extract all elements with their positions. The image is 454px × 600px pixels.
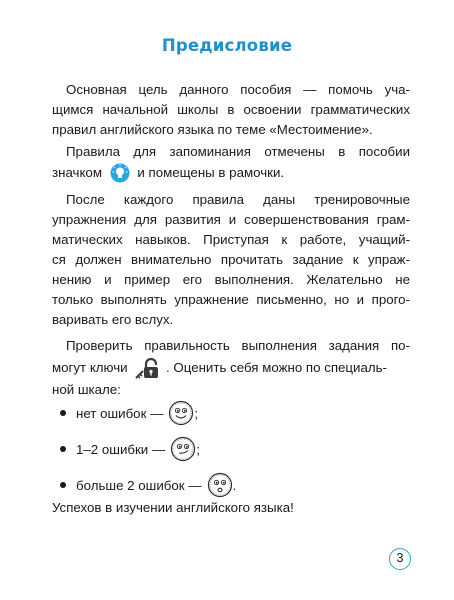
lightbulb-icon	[110, 163, 130, 183]
text-line: варивать его вслух.	[52, 312, 174, 327]
text-line: Правила для запоминания отмечены в пособии	[66, 144, 410, 159]
page-number: 3	[389, 548, 411, 570]
text-fragment: значком	[52, 165, 102, 180]
text-line: только выполнять упражнение письменно, но и прого-	[52, 292, 410, 307]
text-line: ной шкале:	[52, 382, 121, 397]
icon-text-line	[52, 162, 410, 184]
list-item	[60, 434, 400, 464]
text-line: правил английского языка по теме «Местоимение».	[52, 122, 373, 137]
list-item	[60, 470, 400, 500]
list-item	[60, 398, 400, 428]
scale-suffix: ;	[196, 441, 200, 457]
text-line: Проверить правильность выполнения задания по-	[66, 338, 410, 353]
sad-face-icon	[207, 472, 233, 498]
bullet-icon	[60, 410, 66, 416]
text-fragment: и помещены в рамочки.	[137, 165, 285, 180]
paragraph-rules	[52, 142, 410, 184]
smirk-face-icon	[170, 436, 196, 462]
scale-suffix: .	[232, 477, 237, 493]
paragraph-intro	[52, 80, 410, 140]
text-line: После каждого правила даны тренировочные	[66, 192, 410, 207]
paragraph-check	[52, 336, 410, 400]
scale-label: больше 2 ошибок —	[76, 477, 202, 493]
text-fragment: . Оценить себя можно по специаль-	[166, 360, 387, 375]
page-title: Предисловие	[161, 36, 293, 55]
text-line: Основная цель данного пособия — помочь уча-	[66, 82, 410, 97]
text-line: щимся начальной школы в освоении грамматических	[52, 102, 410, 117]
text-fragment: могут ключи	[52, 360, 128, 375]
bullet-icon	[60, 482, 66, 488]
scale-label: нет ошибок —	[76, 405, 164, 421]
scale-label: 1–2 ошибки —	[76, 441, 166, 457]
paragraph-exercises	[52, 190, 410, 330]
text-line: ся должен внимательно прочитать задание к упраж-	[52, 252, 410, 267]
text-line: упражнения для развития и совершенствования грам-	[52, 212, 410, 227]
bullet-icon	[60, 446, 66, 452]
key-lock-icon	[135, 357, 161, 379]
closing-text: Успехов в изучении английского языка!	[52, 500, 294, 515]
happy-face-icon	[168, 400, 194, 426]
self-check-scale	[60, 398, 400, 506]
scale-suffix: ;	[194, 405, 199, 421]
text-line: матических навыков. Приступая к работе, учащий-	[52, 232, 410, 247]
icon-text-line	[52, 356, 410, 380]
text-line: нению и пример его выполнения. Желательно не	[52, 272, 410, 287]
